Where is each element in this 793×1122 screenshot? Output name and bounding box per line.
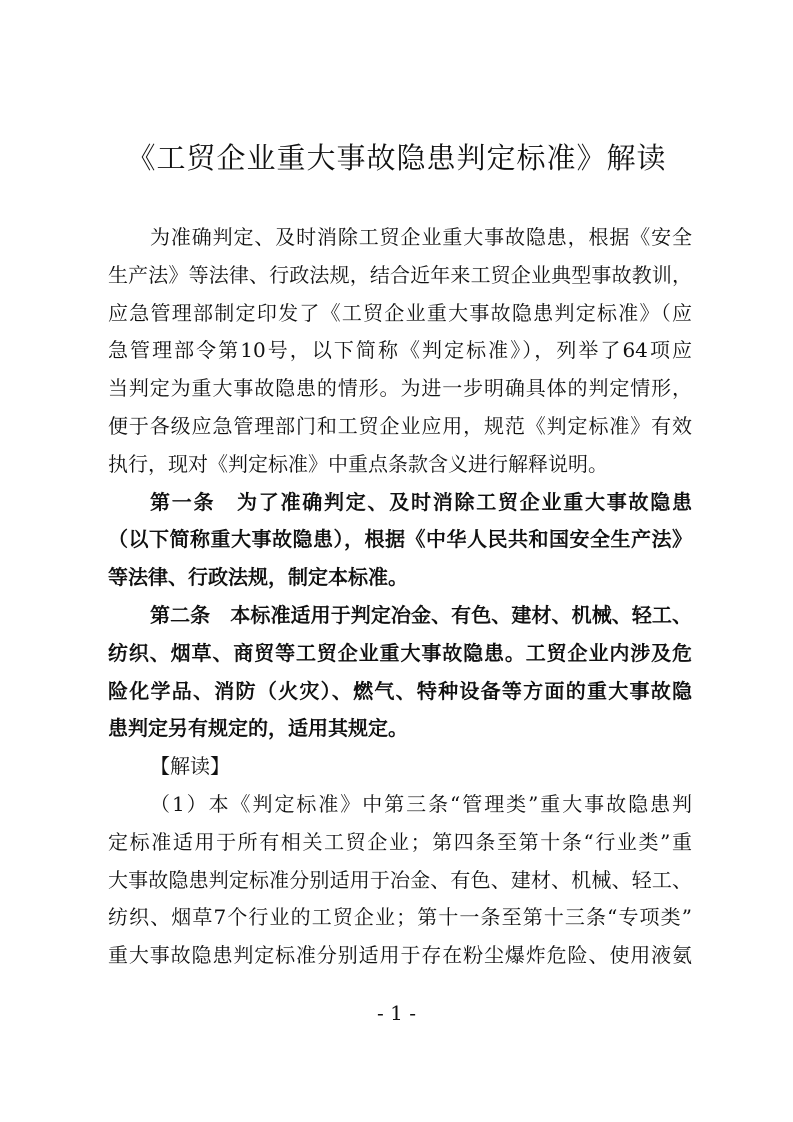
page-number: - 1 - bbox=[377, 1001, 416, 1025]
paragraph-line: 当判定为重大事故隐患的情形。为进一步明确具体的判定情形， bbox=[108, 376, 692, 401]
paragraph-line: 执行，现对《判定标准》中重点条款含义进行解释说明。 bbox=[108, 451, 608, 476]
interpretation-heading: 【解读】 bbox=[150, 754, 230, 779]
article-line: 纺织、烟草、商贸等工贸企业重大事故隐患。工贸企业内涉及危 bbox=[108, 640, 692, 665]
paragraph-line: 便于各级应急管理部门和工贸企业应用，规范《判定标准》有效 bbox=[108, 413, 692, 438]
document-body bbox=[108, 219, 692, 975]
paragraph-line: 急管理部令第10号，以下简称《判定标准》），列举了64项应 bbox=[108, 338, 692, 363]
paragraph-line: 大事故隐患判定标准分别适用于冶金、有色、建材、机械、轻工、 bbox=[108, 867, 692, 892]
paragraph-line: 重大事故隐患判定标准分别适用于存在粉尘爆炸危险、使用液氨 bbox=[108, 943, 692, 968]
paragraph-line: 生产法》等法律、行政法规，结合近年来工贸企业典型事故教训， bbox=[108, 262, 692, 287]
paragraph-line: 为准确判定、及时消除工贸企业重大事故隐患，根据《安全 bbox=[150, 225, 692, 249]
article-line: 等法律、行政法规，制定本标准。 bbox=[108, 565, 408, 590]
article-line: 险化学品、消防（火灾）、燃气、特种设备等方面的重大事故隐 bbox=[108, 678, 692, 703]
article-line: 患判定另有规定的，适用其规定。 bbox=[108, 716, 408, 741]
document-title: 《工贸企业重大事故隐患判定标准》解读 bbox=[126, 141, 667, 175]
article-line: （以下简称重大事故隐患），根据《中华人民共和国安全生产法》 bbox=[108, 527, 692, 552]
paragraph-line: 应急管理部制定印发了《工贸企业重大事故隐患判定标准》（应 bbox=[108, 300, 692, 325]
article-line: 第一条 为了准确判定、及时消除工贸企业重大事故隐患 bbox=[150, 489, 692, 514]
paragraph-line: 定标准适用于所有相关工贸企业；第四条至第十条“行业类”重 bbox=[108, 829, 692, 854]
article-line: 第二条 本标准适用于判定冶金、有色、建材、机械、轻工、 bbox=[150, 602, 692, 627]
paragraph-line: （1）本《判定标准》中第三条“管理类”重大事故隐患判 bbox=[150, 791, 692, 816]
paragraph-line: 纺织、烟草7个行业的工贸企业；第十一条至第十三条“专项类” bbox=[108, 905, 692, 930]
